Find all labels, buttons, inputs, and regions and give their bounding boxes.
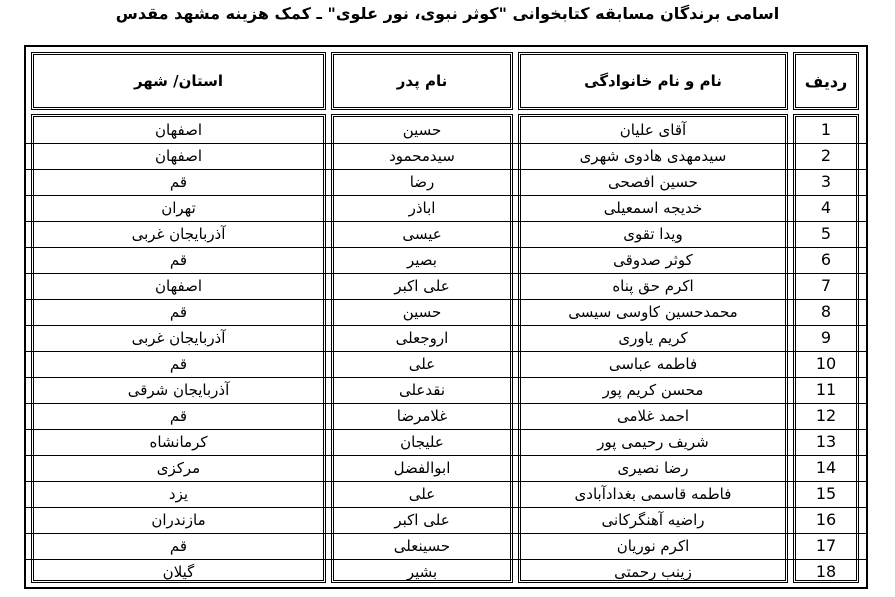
header-province-city: استان/ شهر <box>31 52 326 110</box>
cell-row-number: 14 <box>815 458 837 477</box>
header-row-number: ردیف <box>793 52 859 110</box>
cell-father-name: حسین <box>402 121 442 139</box>
cell-row-number: 13 <box>815 432 837 451</box>
cell-father-name: بشیر <box>406 563 438 581</box>
cell-father-name: اباذر <box>408 199 436 217</box>
cell-row-number: 11 <box>815 380 837 399</box>
table-row <box>26 221 866 247</box>
cell-father-name: علی <box>408 485 436 503</box>
table-row <box>26 559 866 585</box>
cell-row-number: 17 <box>815 536 837 555</box>
cell-father-name: غلامرضا <box>396 407 448 425</box>
cell-row-number: 3 <box>820 172 832 191</box>
cell-full-name: زینب رحمتی <box>614 563 692 581</box>
table-row <box>26 169 866 195</box>
table-body <box>26 114 866 583</box>
cell-province-city: اصفهان <box>155 121 202 139</box>
cell-full-name: اکرم نوریان <box>616 537 690 555</box>
page-title: اسامی برندگان مسابقه کتابخوانی "کوثر نبوی، نور علوی" ـ کمک هزینه مشهد مقدس <box>115 4 780 23</box>
cell-full-name: رضا نصیری <box>617 459 689 477</box>
cell-full-name: کوثر صدوقی <box>613 251 693 269</box>
cell-province-city: قم <box>169 537 188 555</box>
table-row <box>26 143 866 169</box>
cell-full-name: آقای علیان <box>619 121 687 139</box>
cell-full-name: حسین افصحی <box>608 173 698 191</box>
winners-table <box>24 45 868 589</box>
cell-father-name: سیدمحمود <box>389 147 455 165</box>
cell-full-name: محسن کریم پور <box>602 381 704 399</box>
cell-full-name: سیدمهدی هادوی شهری <box>579 147 727 165</box>
table-row <box>26 481 866 507</box>
cell-province-city: مازندران <box>151 511 206 529</box>
cell-row-number: 15 <box>815 484 837 503</box>
table-row <box>26 325 866 351</box>
table-row <box>26 429 866 455</box>
cell-province-city: قم <box>169 173 188 191</box>
cell-province-city: کرمانشاه <box>149 433 208 451</box>
cell-row-number: 6 <box>820 250 832 269</box>
cell-father-name: حسین <box>402 303 442 321</box>
cell-father-name: اروجعلی <box>395 329 449 347</box>
table-row <box>26 299 866 325</box>
cell-father-name: علی <box>408 355 436 373</box>
cell-row-number: 2 <box>820 146 832 165</box>
cell-row-number: 12 <box>815 406 837 425</box>
header-full-name: نام و نام خانوادگی <box>518 52 788 110</box>
cell-full-name: احمد غلامی <box>616 407 690 425</box>
table-row <box>26 195 866 221</box>
cell-full-name: شریف رحیمی پور <box>597 433 709 451</box>
table-row <box>26 351 866 377</box>
cell-father-name: علیجان <box>400 433 444 451</box>
cell-father-name: رضا <box>409 173 435 191</box>
table-row <box>26 117 866 143</box>
table-row <box>26 533 866 559</box>
cell-row-number: 18 <box>815 562 837 581</box>
cell-row-number: 1 <box>820 120 832 139</box>
cell-father-name: بصیر <box>407 251 437 269</box>
cell-full-name: فاطمه قاسمی بغدادآبادی <box>574 485 732 503</box>
cell-province-city: گیلان <box>162 563 195 581</box>
table-row <box>26 273 866 299</box>
cell-full-name: ویدا تقوی <box>623 225 683 243</box>
cell-full-name: اکرم حق پناه <box>612 277 694 295</box>
table-row <box>26 377 866 403</box>
cell-row-number: 4 <box>820 198 832 217</box>
cell-full-name: راضیه آهنگرکانی <box>601 511 705 529</box>
cell-province-city: آذربایجان غربی <box>131 329 226 347</box>
cell-province-city: آذربایجان غربی <box>131 225 226 243</box>
table-row <box>26 247 866 273</box>
cell-province-city: تهران <box>161 199 196 217</box>
cell-province-city: مرکزی <box>156 459 201 477</box>
cell-province-city: قم <box>169 303 188 321</box>
cell-province-city: یزد <box>168 485 189 503</box>
cell-father-name: عیسی <box>402 225 442 243</box>
cell-row-number: 8 <box>820 302 832 321</box>
cell-province-city: قم <box>169 355 188 373</box>
cell-father-name: ابوالفضل <box>393 459 451 477</box>
cell-father-name: نقدعلی <box>398 381 446 399</box>
cell-full-name: محمدحسین کاوسی سیسی <box>568 303 738 321</box>
cell-row-number: 9 <box>820 328 832 347</box>
cell-province-city: آذربایجان شرقی <box>127 381 230 399</box>
cell-father-name: حسینعلی <box>393 537 451 555</box>
cell-row-number: 16 <box>815 510 837 529</box>
cell-father-name: علی اکبر <box>394 511 450 529</box>
table-row <box>26 403 866 429</box>
cell-province-city: قم <box>169 251 188 269</box>
header-father-name: نام پدر <box>331 52 513 110</box>
cell-province-city: قم <box>169 407 188 425</box>
cell-province-city: اصفهان <box>155 147 202 165</box>
table-row <box>26 507 866 533</box>
cell-province-city: اصفهان <box>155 277 202 295</box>
table-row <box>26 455 866 481</box>
cell-full-name: خدیجه اسمعیلی <box>603 199 703 217</box>
cell-row-number: 10 <box>815 354 837 373</box>
cell-father-name: علی اکبر <box>394 277 450 295</box>
cell-row-number: 7 <box>820 276 832 295</box>
cell-row-number: 5 <box>820 224 832 243</box>
cell-full-name: کریم یاوری <box>618 329 688 347</box>
cell-full-name: فاطمه عباسی <box>608 355 698 373</box>
